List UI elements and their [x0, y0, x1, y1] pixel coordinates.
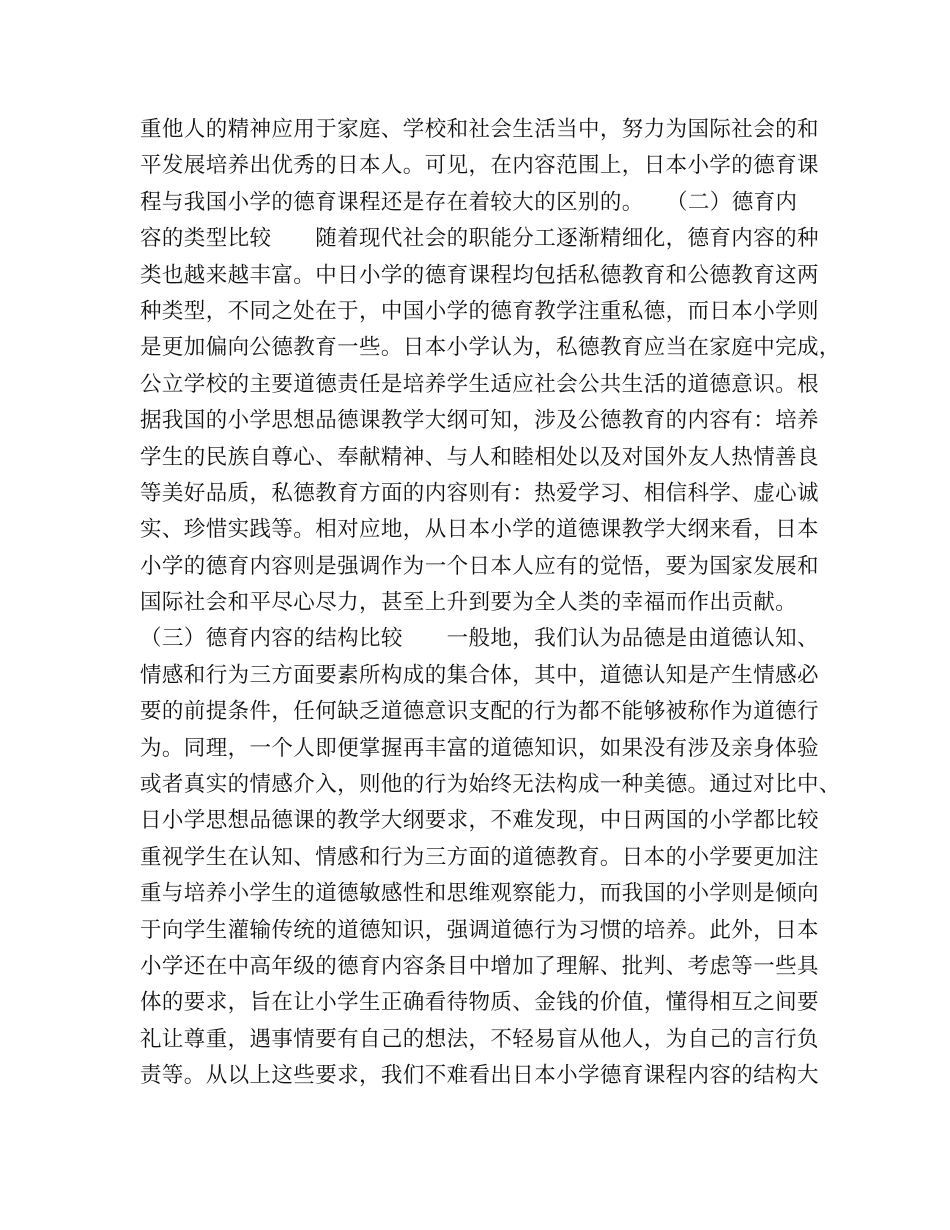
text-line: 学生的民族自尊心、奉献精神、与人和睦相处以及对国外友人热情善良 [140, 444, 819, 470]
text-line: 于向学生灌输传统的道德知识，强调道德行为习惯的培养。此外，日本 [140, 917, 819, 943]
text-line: 日小学思想品德课的教学大纲要求，不难发现，中日两国的小学都比较 [140, 808, 819, 834]
text-line: 重他人的精神应用于家庭、学校和社会生活当中，努力为国际社会的和 [140, 117, 819, 142]
text-line: 据我国的小学思想品德课教学大纲可知，涉及公德教育的内容有：培养 [140, 408, 819, 434]
text-line: 重与培养小学生的道德敏感性和思维观察能力，而我国的小学则是倾向 [140, 881, 819, 907]
text-line: 或者真实的情感介入，则他的行为始终无法构成一种美德。通过对比中、 [140, 772, 841, 798]
text-line: 等美好品质，私德教育方面的内容则有：热爱学习、相信科学、虚心诚 [140, 480, 819, 506]
text-line: 重视学生在认知、情感和行为三方面的道德教育。日本的小学要更加注 [140, 844, 819, 870]
body-text [140, 112, 841, 1095]
text-line: 要的前提条件，任何缺乏道德意识支配的行为都不能够被称作为道德行 [140, 699, 819, 725]
text-line: 礼让尊重，遇事情要有自己的想法，不轻易盲从他人，为自己的言行负 [140, 1026, 819, 1052]
text-line: 容的类型比较 随着现代社会的职能分工逐渐精细化，德育内容的种 [140, 226, 819, 252]
text-line: 为。同理，一个人即便掌握再丰富的道德知识，如果没有涉及亲身体验 [140, 735, 819, 761]
text-line: 公立学校的主要道德责任是培养学生适应社会公共生活的道德意识。根 [140, 371, 819, 397]
text-line: 小学还在中高年级的德育内容条目中增加了理解、批判、考虑等一些具 [140, 953, 819, 979]
text-line: 是更加偏向公德教育一些。日本小学认为，私德教育应当在家庭中完成， [140, 335, 841, 361]
text-line: 种类型，不同之处在于，中国小学的德育教学注重私德，而日本小学则 [140, 298, 819, 324]
text-line: 国际社会和平尽心尽力，甚至上升到要为全人类的幸福而作出贡献。 [140, 590, 798, 616]
text-line: 情感和行为三方面要素所构成的集合体，其中，道德认知是产生情感必 [140, 662, 819, 688]
text-line: 类也越来越丰富。中日小学的德育课程均包括私德教育和公德教育这两 [140, 262, 819, 288]
text-line: （三）德育内容的结构比较 一般地，我们认为品德是由道德认知、 [140, 626, 819, 652]
text-line: 实、珍惜实践等。相对应地，从日本小学的道德课教学大纲来看，日本 [140, 517, 819, 543]
text-line: 体的要求，旨在让小学生正确看待物质、金钱的价值，懂得相互之间要 [140, 990, 819, 1016]
text-line: 平发展培养出优秀的日本人。可见，在内容范围上，日本小学的德育课 [140, 153, 819, 179]
text-line: 程与我国小学的德育课程还是存在着较大的区别的。 （二）德育内 [140, 189, 798, 215]
text-line: 责等。从以上这些要求，我们不难看出日本小学德育课程内容的结构大 [140, 1063, 819, 1089]
text-line: 小学的德育内容则是强调作为一个日本人应有的觉悟，要为国家发展和 [140, 553, 819, 579]
